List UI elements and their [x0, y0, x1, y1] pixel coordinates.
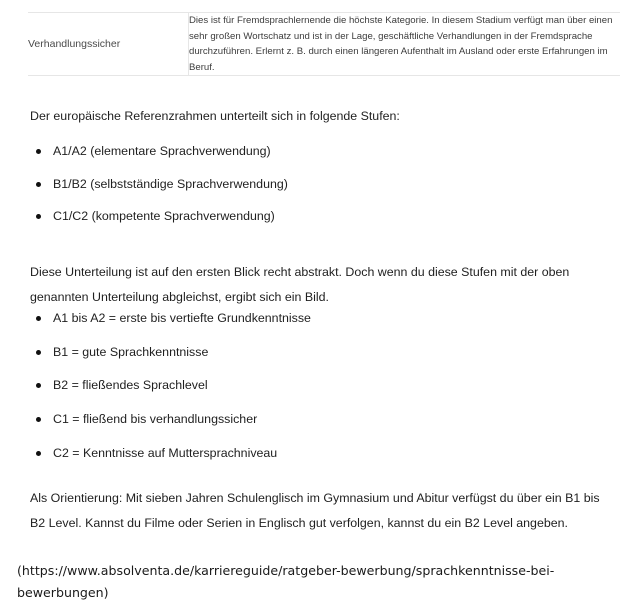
list-item-label: B1 = gute Sprachkenntnisse — [53, 344, 209, 359]
bullet-icon — [36, 451, 41, 456]
bullet-icon — [36, 182, 41, 187]
list-item — [30, 208, 590, 225]
table-cell-level-label: Verhandlungssicher — [28, 13, 189, 76]
list-item-label: C1/C2 (kompetente Sprachverwendung) — [53, 209, 275, 224]
list-item-label: A1 bis A2 = erste bis vertiefte Grundkenntnisse — [53, 311, 311, 325]
list-item — [30, 411, 590, 428]
list-item — [30, 445, 590, 462]
source-url-text: (https://www.absolventa.de/karriereguide/ratgeber-bewerbung/sprachkenntnisse-bei-bewerbungen) — [17, 563, 555, 601]
list-item-label: A1/A2 (elementare Sprachverwendung) — [53, 144, 271, 158]
language-level-table — [28, 12, 620, 76]
list-item — [30, 344, 590, 361]
table-body — [28, 13, 620, 76]
language-levels-list — [30, 143, 590, 241]
list-item-label: C1 = fließend bis verhandlungssicher — [53, 412, 258, 427]
list-item — [30, 176, 590, 193]
list-item — [30, 310, 590, 327]
middle-paragraph: Diese Unterteilung ist auf den ersten Blick recht abstrakt. Doch wenn du diese Stufen mit der oben genannten Unterteilung abgleichst, ergibt sich ein Bild. — [30, 265, 570, 304]
bullet-icon — [36, 316, 41, 321]
bullet-icon — [36, 383, 41, 388]
list-item-label: B1/B2 (selbstständige Sprachverwendung) — [53, 176, 288, 191]
intro-paragraph: Der europäische Referenzrahmen unterteilt sich in folgende Stufen: — [30, 109, 400, 124]
table-cell-level-description: Dies ist für Fremdsprachlernende die höchste Kategorie. In diesem Stadium verfügt man über einen sehr großen Wortschatz und ist in der Lage, geschäftliche Verhandlungen in der Fremdsprache durchzuführen. Erlernt z. B. durch einen längeren Aufenthalt im Ausland oder erste Erfahrungen im Beruf. — [189, 15, 613, 73]
list-item — [30, 143, 590, 160]
bullet-icon — [36, 214, 41, 219]
closing-paragraph: Als Orientierung: Mit sieben Jahren Schulenglisch im Gymnasium und Abitur verfügst du über ein B1 bis B2 Level. Kannst du Filme oder Serien in Englisch gut verfolgen, kannst du ein B2 Level angeben. — [30, 491, 600, 530]
bullet-icon — [36, 350, 41, 355]
bullet-icon — [36, 417, 41, 422]
list-item-label: C2 = Kenntnisse auf Muttersprachniveau — [53, 445, 278, 460]
table-row — [28, 13, 620, 76]
level-mapping-list — [30, 310, 590, 479]
list-item — [30, 377, 590, 394]
bullet-icon — [36, 149, 41, 154]
list-item-label: B2 = fließendes Sprachlevel — [53, 378, 208, 393]
